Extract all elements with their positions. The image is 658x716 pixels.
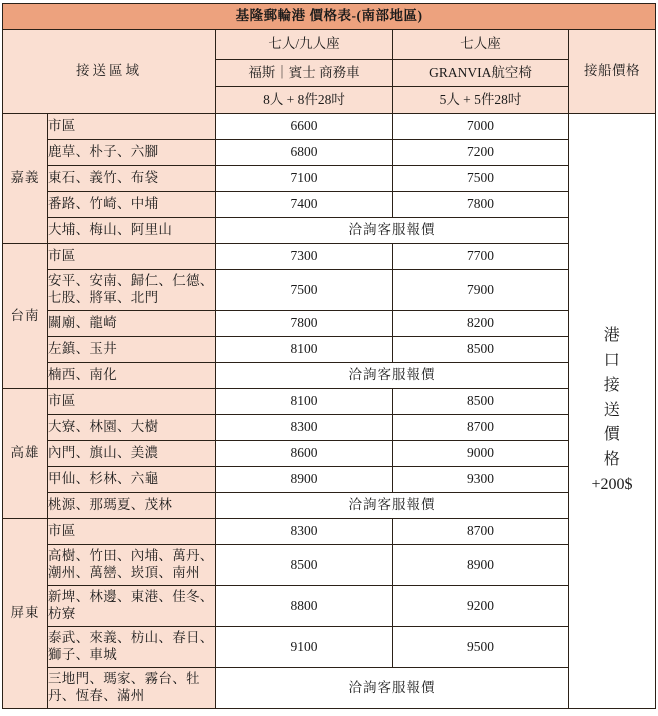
table-row xyxy=(3,140,656,166)
boat-price-char: 價 xyxy=(603,426,621,444)
header-col1-capacity: 8人 + 8件28吋 xyxy=(216,87,393,114)
region-label: 嘉義 xyxy=(3,114,48,244)
boat-price-char: 格 xyxy=(603,451,621,469)
price-granvia-5seat: 7800 xyxy=(393,192,569,218)
area-label: 內門、旗山、美濃 xyxy=(48,441,216,467)
price-van-8seat: 6600 xyxy=(216,114,393,140)
inquiry-notice: 洽詢客服報價 xyxy=(216,493,569,519)
table-row xyxy=(3,586,656,627)
page-title: 基隆郵輪港 價格表-(南部地區) xyxy=(3,4,656,30)
boat-price-char: 港 xyxy=(603,327,621,345)
area-label: 鹿草、朴子、六腳 xyxy=(48,140,216,166)
price-granvia-5seat: 9000 xyxy=(393,441,569,467)
table-row xyxy=(3,192,656,218)
price-van-8seat: 9100 xyxy=(216,627,393,668)
boat-price-char: 口 xyxy=(603,352,621,369)
price-granvia-5seat: 7000 xyxy=(393,114,569,140)
price-table xyxy=(2,3,656,709)
price-granvia-5seat: 7700 xyxy=(393,244,569,270)
area-label: 新埤、林邊、東港、佳冬、枋寮 xyxy=(48,586,216,627)
area-label: 關廟、龍崎 xyxy=(48,311,216,337)
price-granvia-5seat: 8900 xyxy=(393,545,569,586)
price-granvia-5seat: 9300 xyxy=(393,467,569,493)
area-label: 甲仙、杉林、六龜 xyxy=(48,467,216,493)
price-granvia-5seat: 8700 xyxy=(393,415,569,441)
boat-price-char: 送 xyxy=(603,401,621,419)
table-row xyxy=(3,244,656,270)
boat-price-surcharge xyxy=(569,114,656,709)
header-col1-model: 福斯｜賓士 商務車 xyxy=(216,60,393,87)
table-row xyxy=(3,545,656,586)
table-row xyxy=(3,218,656,244)
price-van-8seat: 7300 xyxy=(216,244,393,270)
table-row xyxy=(3,441,656,467)
table-row xyxy=(3,467,656,493)
table-row xyxy=(3,519,656,545)
area-label: 楠西、南化 xyxy=(48,363,216,389)
header-col1-seats: 七人/九人座 xyxy=(216,30,393,60)
table-row xyxy=(3,337,656,363)
price-van-8seat: 7500 xyxy=(216,270,393,311)
price-van-8seat: 8100 xyxy=(216,337,393,363)
title-row xyxy=(3,4,656,30)
area-label: 東石、義竹、布袋 xyxy=(48,166,216,192)
area-label: 三地門、瑪家、霧台、牡丹、恆春、滿州 xyxy=(48,668,216,709)
region-label: 屏東 xyxy=(3,519,48,709)
table-row xyxy=(3,389,656,415)
header-row-seats xyxy=(3,30,656,60)
price-granvia-5seat: 8700 xyxy=(393,519,569,545)
price-van-8seat: 6800 xyxy=(216,140,393,166)
area-label: 市區 xyxy=(48,114,216,140)
price-van-8seat: 8600 xyxy=(216,441,393,467)
table-row xyxy=(3,415,656,441)
area-label: 市區 xyxy=(48,389,216,415)
area-label: 大寮、林園、大樹 xyxy=(48,415,216,441)
header-col2-seats: 七人座 xyxy=(393,30,569,60)
table-row xyxy=(3,166,656,192)
price-granvia-5seat: 8500 xyxy=(393,389,569,415)
price-van-8seat: 7100 xyxy=(216,166,393,192)
table-row xyxy=(3,311,656,337)
table-row xyxy=(3,363,656,389)
area-label: 泰武、來義、枋山、春日、獅子、車城 xyxy=(48,627,216,668)
region-label: 台南 xyxy=(3,244,48,389)
area-label: 左鎮、玉井 xyxy=(48,337,216,363)
price-granvia-5seat: 7200 xyxy=(393,140,569,166)
price-van-8seat: 8300 xyxy=(216,415,393,441)
area-label: 高樹、竹田、內埔、萬丹、潮州、萬巒、崁頂、南州 xyxy=(48,545,216,586)
header-col2-model: GRANVIA航空椅 xyxy=(393,60,569,87)
price-granvia-5seat: 7500 xyxy=(393,166,569,192)
inquiry-notice: 洽詢客服報價 xyxy=(216,218,569,244)
price-van-8seat: 8300 xyxy=(216,519,393,545)
area-label: 安平、安南、歸仁、仁德、七股、將軍、北門 xyxy=(48,270,216,311)
inquiry-notice: 洽詢客服報價 xyxy=(216,363,569,389)
price-van-8seat: 8100 xyxy=(216,389,393,415)
price-van-8seat: 7800 xyxy=(216,311,393,337)
table-row xyxy=(3,627,656,668)
header-region-label: 接送區域 xyxy=(3,30,216,114)
price-van-8seat: 8500 xyxy=(216,545,393,586)
boat-price-stack xyxy=(569,324,655,498)
area-label: 番路、竹崎、中埔 xyxy=(48,192,216,218)
table-row xyxy=(3,493,656,519)
price-granvia-5seat: 9200 xyxy=(393,586,569,627)
boat-price-amount: +200$ xyxy=(591,475,633,493)
header-col2-capacity: 5人 + 5件28吋 xyxy=(393,87,569,114)
price-granvia-5seat: 7900 xyxy=(393,270,569,311)
price-granvia-5seat: 8200 xyxy=(393,311,569,337)
header-boat-price-label: 接船價格 xyxy=(569,30,656,114)
area-label: 市區 xyxy=(48,244,216,270)
area-label: 市區 xyxy=(48,519,216,545)
area-label: 大埔、梅山、阿里山 xyxy=(48,218,216,244)
inquiry-notice: 洽詢客服報價 xyxy=(216,668,569,709)
table-row xyxy=(3,270,656,311)
price-granvia-5seat: 8500 xyxy=(393,337,569,363)
area-label: 桃源、那瑪夏、茂林 xyxy=(48,493,216,519)
price-van-8seat: 7400 xyxy=(216,192,393,218)
price-van-8seat: 8900 xyxy=(216,467,393,493)
region-label: 高雄 xyxy=(3,389,48,519)
table-row xyxy=(3,114,656,140)
boat-price-char: 接 xyxy=(603,376,621,394)
price-van-8seat: 8800 xyxy=(216,586,393,627)
price-granvia-5seat: 9500 xyxy=(393,627,569,668)
table-row xyxy=(3,668,656,709)
